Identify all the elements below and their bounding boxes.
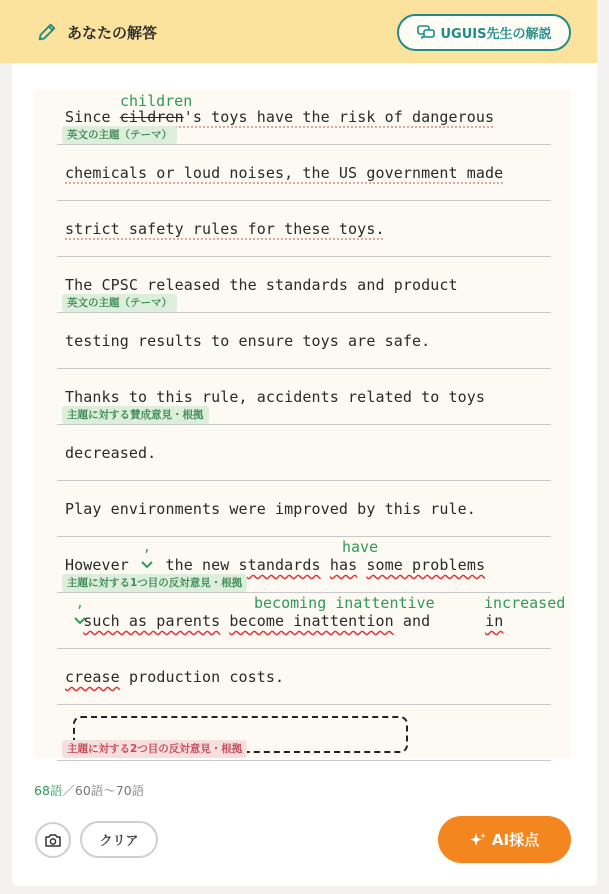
correction-insert: , bbox=[143, 540, 151, 555]
essay-line-7: decreased. bbox=[65, 444, 157, 462]
row-divider bbox=[57, 648, 551, 649]
row-divider bbox=[57, 704, 551, 705]
correction-insert: , bbox=[76, 596, 84, 611]
tag-agree-opinion: 主題に対する賛成意見・根拠 bbox=[62, 406, 209, 424]
ai-grade-label: AI採点 bbox=[491, 831, 540, 849]
clear-button[interactable]: クリア bbox=[80, 821, 158, 858]
row-divider bbox=[57, 760, 551, 761]
row-divider bbox=[57, 592, 551, 593]
row-divider bbox=[57, 200, 551, 201]
camera-icon bbox=[45, 833, 61, 847]
tag-first-counter-opinion: 主題に対する1つ目の反対意見・根拠 bbox=[62, 574, 247, 592]
row-divider bbox=[57, 256, 551, 257]
tag-theme: 英文の主題（テーマ） bbox=[62, 126, 177, 144]
row-divider bbox=[57, 424, 551, 425]
guide-button-label: UGUIS先生の解説 bbox=[440, 27, 552, 42]
ai-grade-button[interactable] bbox=[438, 816, 571, 863]
essay-line-11: crease production costs. bbox=[65, 668, 285, 686]
camera-button[interactable] bbox=[35, 822, 71, 858]
correction-insert: have bbox=[342, 538, 379, 556]
answer-header bbox=[0, 0, 597, 63]
correction-insert: children bbox=[120, 92, 193, 110]
essay-line-2: chemicals or loud noises, the US government made bbox=[65, 164, 504, 182]
essay-line-3: strict safety rules for these toys. bbox=[65, 220, 385, 238]
uguis-explanation-button[interactable] bbox=[397, 14, 571, 51]
tag-theme: 英文の主題（テーマ） bbox=[62, 294, 177, 312]
sparkle-icon bbox=[470, 832, 486, 848]
row-divider bbox=[57, 368, 551, 369]
word-count: 68語／60語〜70語 bbox=[34, 783, 145, 798]
page-title: あなたの解答 bbox=[67, 24, 158, 42]
row-divider bbox=[57, 536, 551, 537]
essay-line-6: Thanks to this rule, accidents related to toys bbox=[65, 388, 486, 406]
essay-line-9: However the new standards has some problems bbox=[65, 556, 486, 574]
chat-icon bbox=[417, 25, 435, 41]
tag-second-counter-opinion: 主題に対する2つ目の反対意見・根拠 bbox=[62, 740, 247, 758]
row-divider bbox=[57, 312, 551, 313]
row-divider bbox=[57, 480, 551, 481]
essay-line-5: testing results to ensure toys are safe. bbox=[65, 332, 431, 350]
essay-line-1: Since cildren's toys have the risk of dangerous bbox=[65, 108, 495, 126]
row-divider bbox=[57, 144, 551, 145]
essay-line-4: The CPSC released the standards and product bbox=[65, 276, 458, 294]
correction-insert: becoming inattentive bbox=[254, 594, 435, 612]
essay-line-8: Play environments were improved by this rule. bbox=[65, 500, 476, 518]
essay-line-10: such as parents become inattention and in bbox=[83, 612, 504, 630]
pencil-icon bbox=[36, 21, 58, 43]
correction-insert: increased bbox=[484, 594, 566, 612]
